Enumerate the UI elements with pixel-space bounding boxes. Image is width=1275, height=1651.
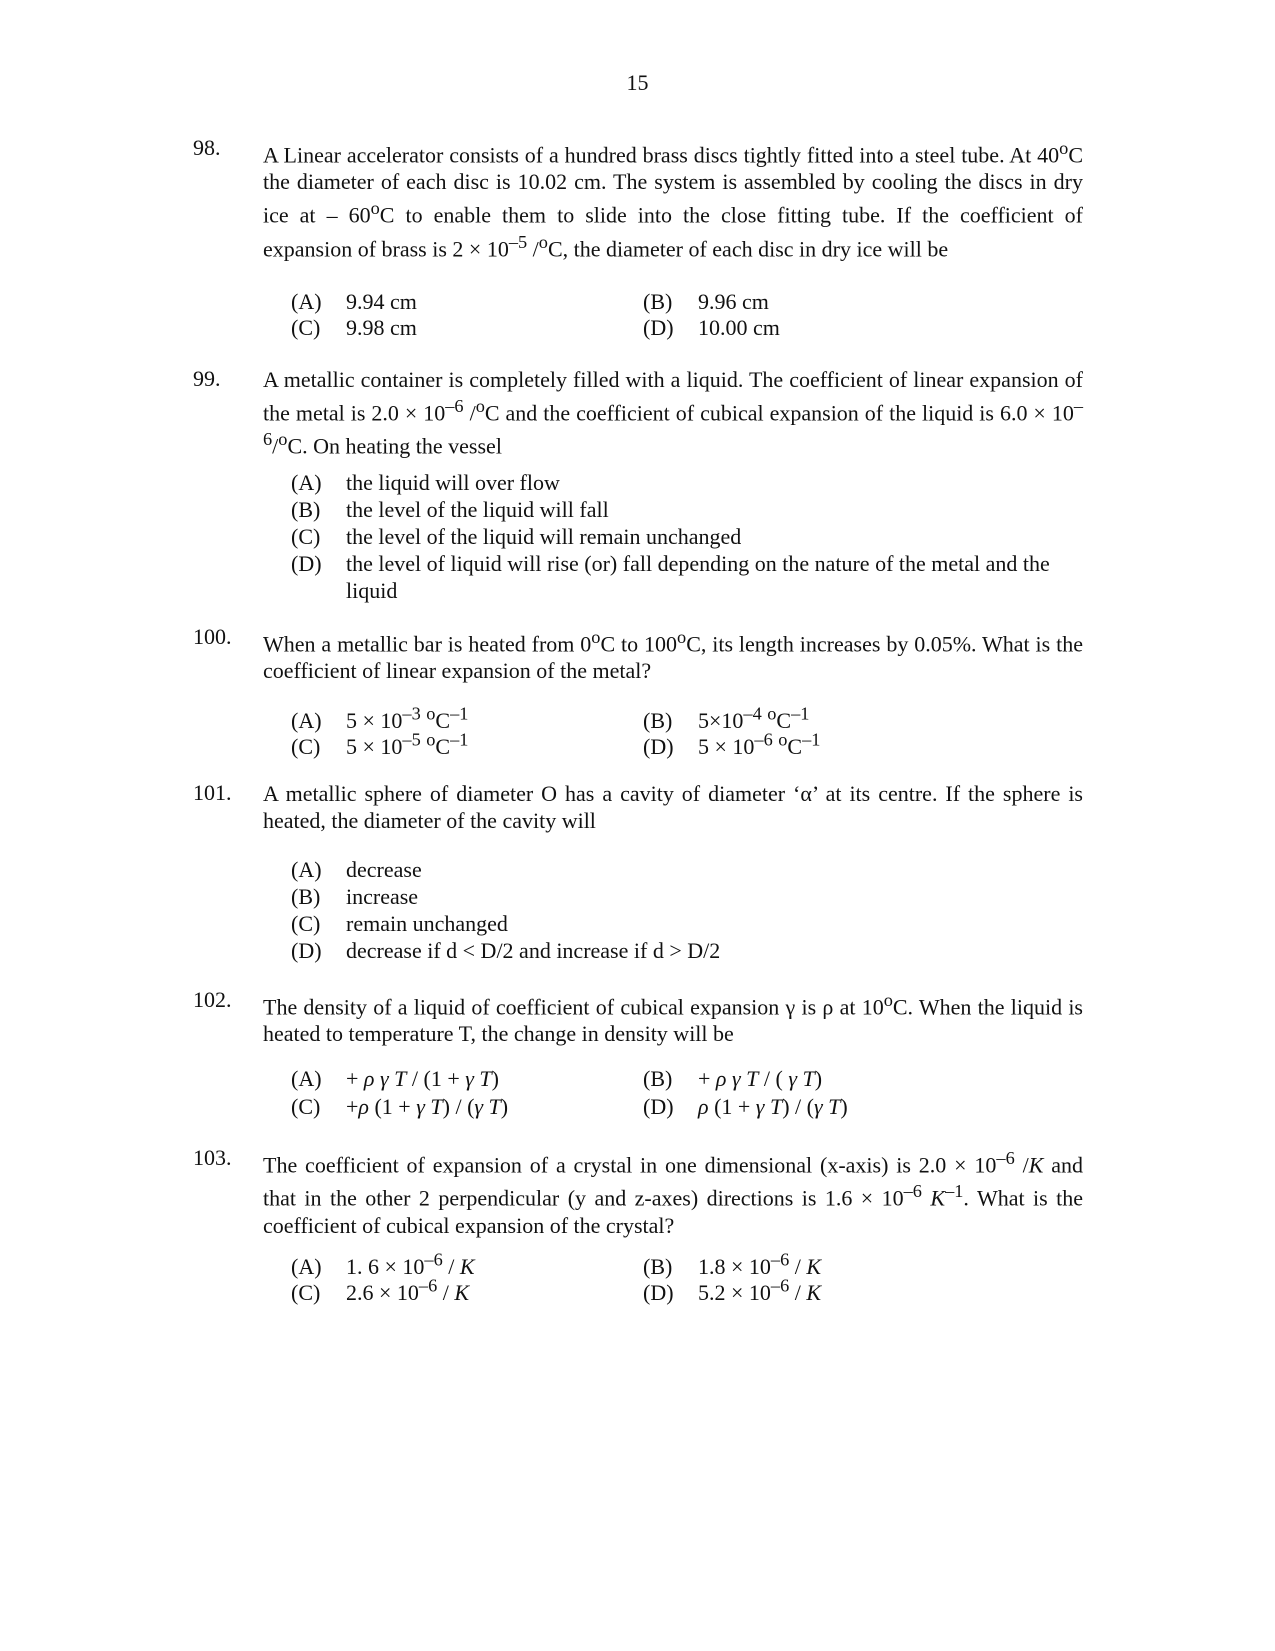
option-c: (C) +ρ (1 + γ T) / (γ T) xyxy=(291,1094,509,1119)
question-text: A metallic sphere of diameter O has a cavity of diameter ‘α’ at its centre. If the sphere is heated, the diameter of the cavity will xyxy=(263,781,1083,833)
option-d: (D) ρ (1 + γ T) / (γ T) xyxy=(643,1094,848,1119)
option-b: (B) the level of the liquid will fall xyxy=(291,497,609,522)
question-text: When a metallic bar is heated from 0$^o$C to 100$^o$C, its length increases by 0.05%. What is the coefficient of linear expansion of the metal? xyxy=(263,627,1083,684)
option-b: (B) 9.96 cm xyxy=(643,289,769,314)
option-a: (A) decrease xyxy=(291,857,422,882)
question-number: 101. xyxy=(193,780,232,805)
option-b: (B) increase xyxy=(291,884,419,909)
question-text: A Linear accelerator consists of a hundred brass discs tightly fitted into a steel tube. At 40$^o$C the diameter of each disc is 10.02 cm. The system is assembled by cooling the discs in dry ice at – 60$^o$C to enable them to slide into the close fitting tube. If the coefficient of expansion of brass is $2 \times 10^{-5}$ /$^o$C, the diameter of each disc in dry ice will be xyxy=(263,138,1083,261)
option-d: (D) the level of liquid will rise (or) fall depending on the nature of the metal and the liquid xyxy=(291,551,1050,603)
option-c: (C) $5 \times 10^{-5}$ $^oC^{-1}$ xyxy=(291,730,469,760)
option-a: (A) the liquid will over flow xyxy=(291,470,560,495)
question-text: A metallic container is completely filled with a liquid. The coefficient of linear expansion of the metal is $2.0 \times 10^{-6}$ /$^o$C and the coefficient of cubical expansion of the liquid is $6.0 \times 10^{-6}/^oC$. On heating the vessel xyxy=(263,367,1083,459)
option-b: (B) $5\times 10^{-4}$ $^oC^{-1}$ xyxy=(643,704,810,734)
option-a: (A) + ρ γ T / (1 + γ T) xyxy=(291,1066,499,1091)
question-number: 102. xyxy=(193,987,232,1012)
page-number: 15 xyxy=(626,70,649,95)
question-text: The density of a liquid of coefficient of cubical expansion γ is ρ at 10$^o$C. When the liquid is heated to temperature T, the change in density will be xyxy=(263,990,1083,1047)
question-number: 103. xyxy=(193,1145,232,1170)
option-c: (C) the level of the liquid will remain unchanged xyxy=(291,524,742,549)
option-d: (D) $5 \times 10^{-6}$ $^oC^{-1}$ xyxy=(643,730,821,760)
question-number: 99. xyxy=(193,366,221,391)
options-list xyxy=(291,469,1083,604)
option-a: (A) 1. $6 \times 10^{-6} / K$ xyxy=(291,1250,475,1280)
option-d: (D) $5.2 \times 10^{-6} / K$ xyxy=(643,1276,822,1306)
option-d: (D) decrease if d < D/2 and increase if d > D/2 xyxy=(291,938,721,963)
option-a: (A) 9.94 cm xyxy=(291,289,417,314)
option-c: (C) $2.6 \times 10^{-6} / K$ xyxy=(291,1276,470,1306)
option-c: (C) remain unchanged xyxy=(291,911,508,936)
options-list xyxy=(291,856,1083,964)
question-number: 100. xyxy=(193,624,232,649)
question-number: 98. xyxy=(193,135,221,160)
option-b: (B) $1.8 \times 10^{-6} / K$ xyxy=(643,1250,822,1280)
option-a: (A) $5 \times 10^{-3}$ $^oC^{-1}$ xyxy=(291,704,469,734)
question-text: The coefficient of expansion of a crystal in one dimensional (x-axis) is $2.0 \times 10^{-6}$ /K and that in the other 2 perpendicular (y and z-axes) directions is $1.6 \times 10^{-6}$ $K^{-1}$. What is the coefficient of cubical expansion of the crystal? xyxy=(263,1148,1084,1238)
option-b: (B) + ρ γ T / ( γ T) xyxy=(643,1066,823,1091)
option-d: (D) 10.00 cm xyxy=(643,315,780,340)
option-c: (C) 9.98 cm xyxy=(291,315,417,340)
